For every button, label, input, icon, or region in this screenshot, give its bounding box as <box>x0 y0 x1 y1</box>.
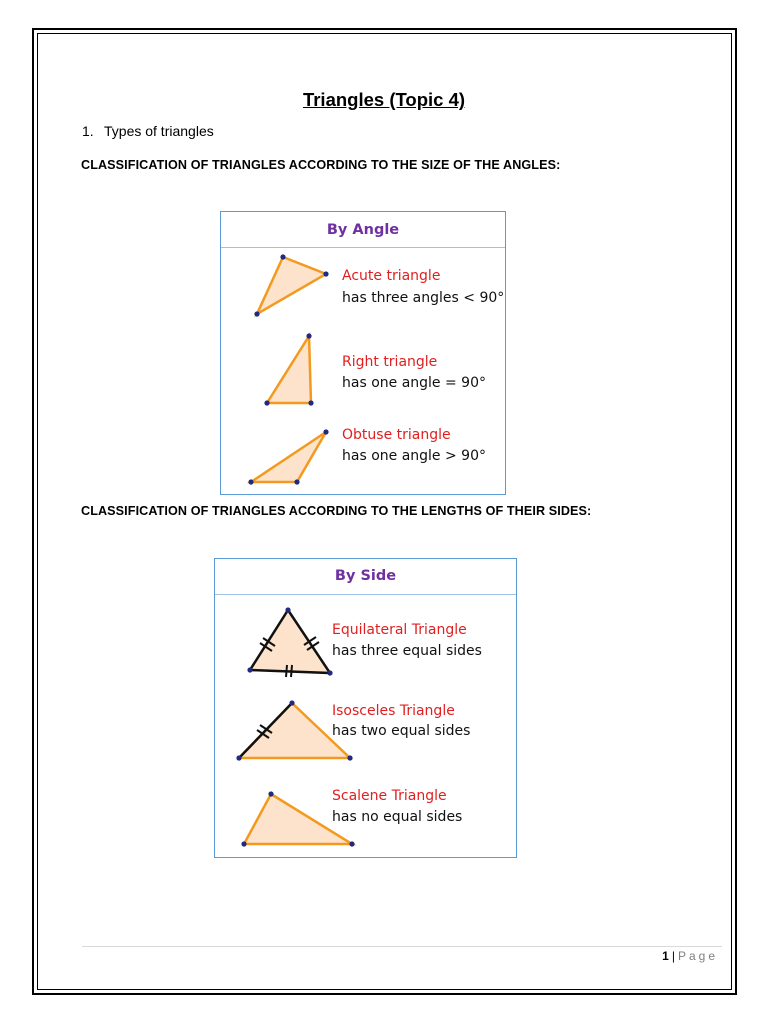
equilateral-triangle-label: Equilateral Triangle <box>332 622 467 638</box>
isosceles-triangle-label: Isosceles Triangle <box>332 703 455 719</box>
figure-side-title: By Side <box>334 568 397 584</box>
page-title: Triangles (Topic 4) <box>302 89 466 110</box>
figure-by-side <box>214 558 517 858</box>
obtuse-triangle-shape <box>248 429 328 484</box>
page-footer <box>662 949 718 963</box>
figure-angle-divider <box>221 247 505 248</box>
acute-triangle-shape <box>254 254 328 316</box>
right-triangle-shape <box>264 333 313 405</box>
list-number: 1. <box>82 123 94 139</box>
scalene-triangle-description: has no equal sides <box>332 809 463 825</box>
figure-by-angle <box>220 211 506 495</box>
scalene-triangle-label: Scalene Triangle <box>332 788 447 804</box>
heading-angles: CLASSIFICATION OF TRIANGLES ACCORDING TO THE SIZE OF THE ANGLES: <box>81 158 561 172</box>
isosceles-triangle-description: has two equal sides <box>332 723 471 739</box>
obtuse-triangle-label: Obtuse triangle <box>342 427 451 443</box>
list-item-types <box>82 123 214 139</box>
figure-angle-title: By Angle <box>326 222 400 238</box>
figure-side-divider <box>215 594 516 595</box>
footer-divider <box>82 946 722 947</box>
acute-triangle-label: Acute triangle <box>342 268 441 284</box>
page-number: 1 <box>662 949 669 963</box>
right-triangle-description: has one angle = 90° <box>342 375 486 391</box>
list-text: Types of triangles <box>104 123 214 139</box>
equilateral-triangle-description: has three equal sides <box>332 643 482 659</box>
page-label: Page <box>677 949 718 963</box>
right-triangle-label: Right triangle <box>342 354 438 370</box>
footer-separator: | <box>671 949 675 963</box>
obtuse-triangle-description: has one angle > 90° <box>342 448 486 464</box>
acute-triangle-description: has three angles < 90° <box>342 290 505 306</box>
heading-sides: CLASSIFICATION OF TRIANGLES ACCORDING TO THE LENGTHS OF THEIR SIDES: <box>81 504 592 518</box>
equilateral-triangle-shape <box>247 607 332 677</box>
